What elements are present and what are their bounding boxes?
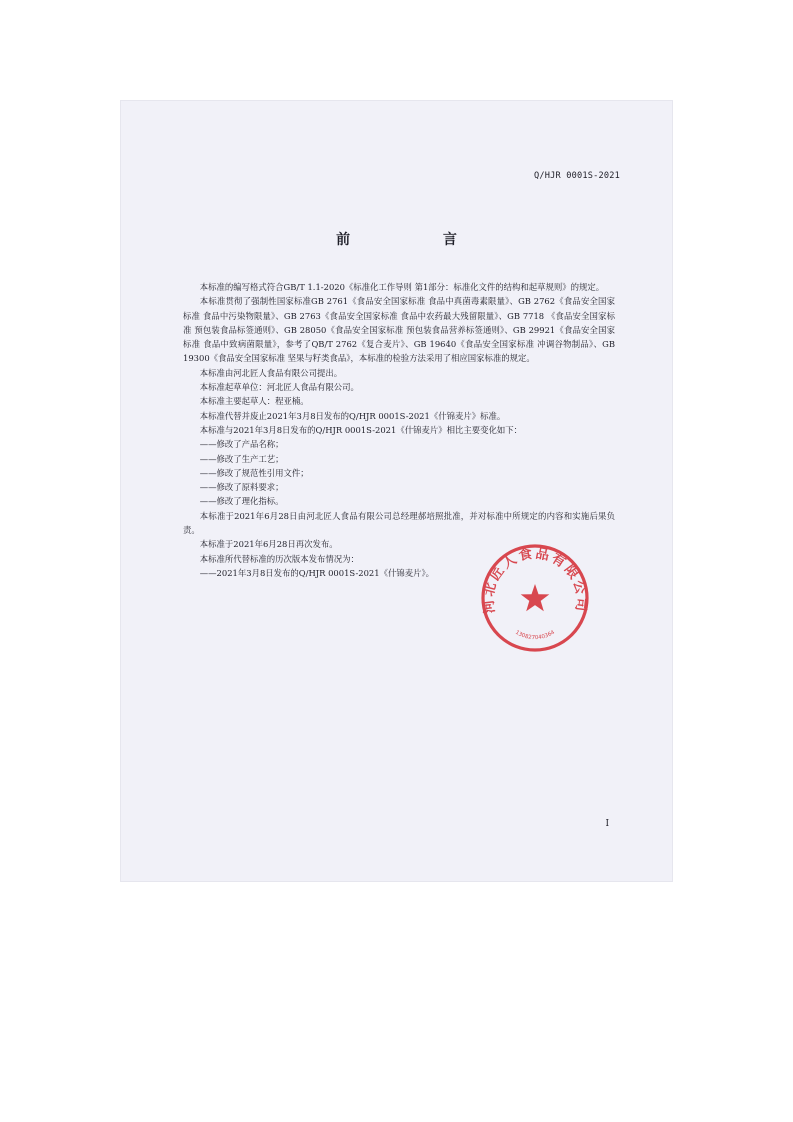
paragraph: 本标准于2021年6月28日再次发布。 — [199, 539, 338, 550]
page-title: 前 言 — [336, 232, 501, 248]
paragraph: 本标准所代替标准的历次版本发布情况为： — [199, 553, 359, 564]
paragraph: 本标准代替并废止2021年3月8日发布的Q/HJR 0001S-2021《什锦麦片》标准。 — [199, 410, 506, 421]
paragraph: 本标准于2021年6月28日由河北匠人食品有限公司总经理郝培照批准，并对标准中所规定的内容和实施后果负责。 — [183, 510, 615, 536]
page-number: I — [605, 819, 609, 829]
change-item: ——修改了理化指标。 — [199, 496, 284, 507]
paragraph: 本标准的编写格式符合GB/T 1.1-2020《标准化工作导则 第1部分：标准化文件的结构和起草规则》的规定。 — [199, 282, 605, 292]
preface-body — [183, 280, 615, 580]
change-item: ——修改了规范性引用文件； — [199, 467, 309, 478]
svg-text:河北匠人食品有限公司: 河北匠人食品有限公司 — [480, 545, 590, 615]
paragraph: 本标准起草单位：河北匠人食品有限公司。 — [199, 382, 359, 393]
svg-text:130827040364: 130827040364 — [514, 629, 556, 642]
paragraph: 本标准主要起草人：程亚楠。 — [199, 396, 309, 407]
company-seal — [479, 542, 591, 654]
standard-code: Q/HJR 0001S-2021 — [534, 171, 620, 181]
change-item: ——修改了生产工艺； — [199, 453, 284, 464]
history-item: ——2021年3月8日发布的Q/HJR 0001S-2021《什锦麦片》。 — [199, 567, 435, 578]
paragraph: 本标准贯彻了强制性国家标准GB 2761《食品安全国家标准 食品中真菌毒素限量》、GB 2762《食品安全国家标准 食品中污染物限量》、GB 2763《食品安全国家标准 食品中农药最大残留限量》、GB 7718 《食品安全国家标准 预包装食品标签通则》、GB 28050《食品安全国家标准 预包装食品营养标签通则》、GB 29921《食品安全国家标准 食品中致病菌限量》，参考了QB/T 2762《复合麦片》、GB 19640《食品安全国家标准 冲调谷物制品》、GB 19300《食品安全国家标准 坚果与籽类食品》，本标准的检验方法采用了相应国家标准的规定。 — [183, 296, 615, 364]
document-page — [121, 101, 672, 881]
change-item: ——修改了产品名称； — [199, 439, 284, 450]
paragraph: 本标准由河北匠人食品有限公司提出。 — [199, 367, 343, 378]
paragraph: 本标准与2021年3月8日发布的Q/HJR 0001S-2021《什锦麦片》相比主要变化如下： — [199, 424, 522, 435]
change-item: ——修改了原料要求； — [199, 482, 284, 493]
